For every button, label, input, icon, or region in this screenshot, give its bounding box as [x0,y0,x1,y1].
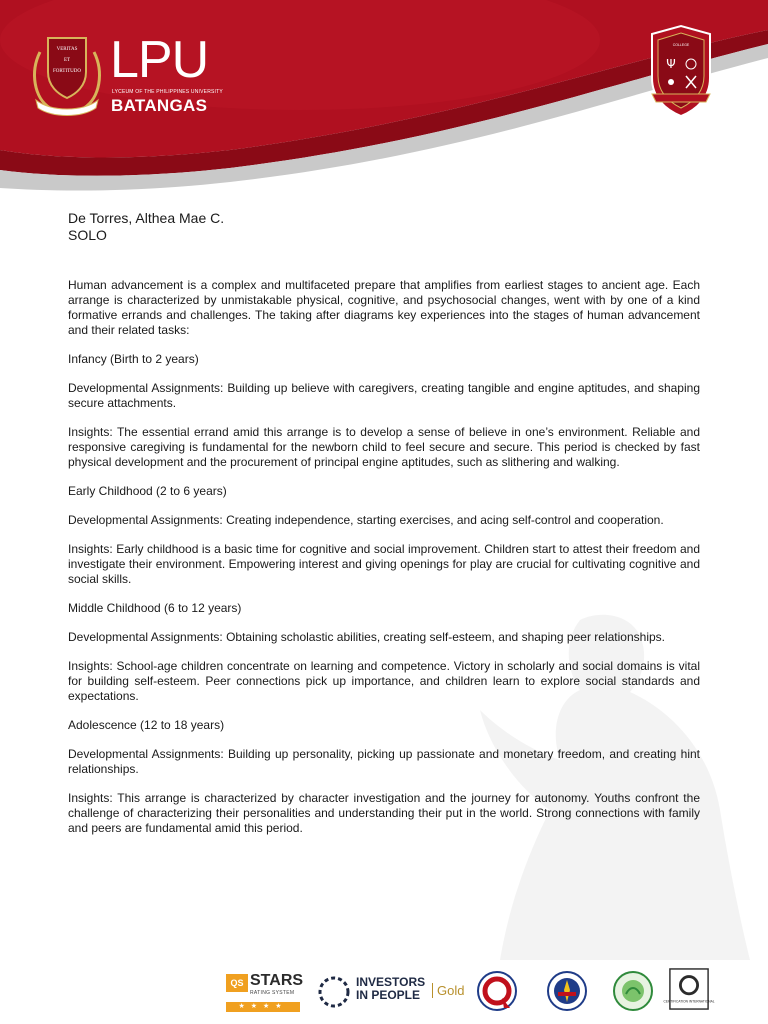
brand-name: LPU [110,31,209,89]
iip-line-2: IN PEOPLE [356,988,421,1002]
iip-text [356,976,425,1002]
svg-text:Ψ: Ψ [666,57,676,71]
paragraph: Human advancement is a complex and multifaceted prepare that amplifies from earliest stages to ancient age. Each arrange is characterized by unmistakable physical, cognitive, and psychosocial changes, went with by one of a kind formative errands and challenges. The taking after diagrams key experiences into the stages of human advancement and their related tasks: [68,278,700,337]
qs-stars-logo [226,974,302,1012]
iip-line-1: INVESTORS [356,975,426,989]
certification-international-icon [663,968,715,1010]
author-name: De Torres, Althea Mae C. [68,210,225,226]
iip-level: Gold [432,983,464,998]
svg-text:ET: ET [63,58,71,63]
svg-text:COLLEGE: COLLEGE [672,43,690,47]
brand-tagline: LYCEUM OF THE PHILIPPINES UNIVERSITY [112,89,223,95]
paragraph: Insights: Early childhood is a basic time for cognitive and social improvement. Children start to attest their freedom and investigate their environment. Empowering interest and giving openings for play are crucial for cultivating cognitive and social skills. [68,542,700,586]
paragraph: Developmental Assignments: Building up believe with caregivers, creating tangible and engine aptitudes, and shaping secure attachments. [68,381,700,410]
section-heading: Infancy (Birth to 2 years) [68,352,199,366]
stars-label: STARS [250,972,304,989]
letterhead-header [0,0,768,200]
document-body [68,278,700,836]
cert-label: CERTIFICATION INTERNATIONAL [663,999,715,1004]
green-seal-icon [612,970,654,1012]
lpu-logo [30,32,230,116]
university-seal-icon [30,32,104,116]
laurel-wreath-icon [316,974,352,1010]
section-heading: Adolescence (12 to 18 years) [68,718,225,732]
paragraph: Insights: The essential errand amid this arrange is to develop a sense of believe in one’s environment. Reliable and responsive caregiving is fundamental for the newborn child to feel secure and secure. This period is checked by fast physical development and the procurement of principal engine aptitudes, such as slithering and walking. [68,425,700,469]
svg-text:FORTITUDO: FORTITUDO [52,69,82,74]
investors-in-people-logo [316,974,466,1010]
ched-seal-icon [546,970,588,1012]
paragraph: Insights: This arrange is characterized by character investigation and the journey for autonomy. Youths confront the challenge of characterizing their personalities and understanding their put in the world. Strong connections with family and peers are fundamental amid this period. [68,791,700,835]
paragraph: Developmental Assignments: Obtaining scholastic abilities, creating self-esteem, and shaping peer relationships. [68,630,665,644]
stars-subtitle: RATING SYSTEM [250,990,295,996]
qs-label: QS [226,974,248,992]
accreditation-footer [220,966,720,1016]
document-content [68,210,700,850]
paragraph: Developmental Assignments: Creating independence, starting exercises, and acing self-control and cooperation. [68,513,664,527]
svg-text:VERITAS: VERITAS [56,47,78,52]
brand-campus: BATANGAS [111,96,208,115]
section-heading: Middle Childhood (6 to 12 years) [68,601,242,615]
college-crest-icon [646,24,716,120]
group-label: SOLO [68,227,107,243]
quality-award-icon [476,970,518,1012]
paragraph: Insights: School-age children concentrate on learning and competence. Victory in scholarly and social domains is vital for building self-esteem. Peer connections pick up importance, and children learn to explore social standards and expectations. [68,659,700,703]
paragraph: Developmental Assignments: Building up personality, picking up passionate and monetary freedom, and creating hint relationships. [68,747,700,776]
stars-rating: ★★★★ [226,1002,300,1012]
section-heading: Early Childhood (2 to 6 years) [68,484,227,498]
